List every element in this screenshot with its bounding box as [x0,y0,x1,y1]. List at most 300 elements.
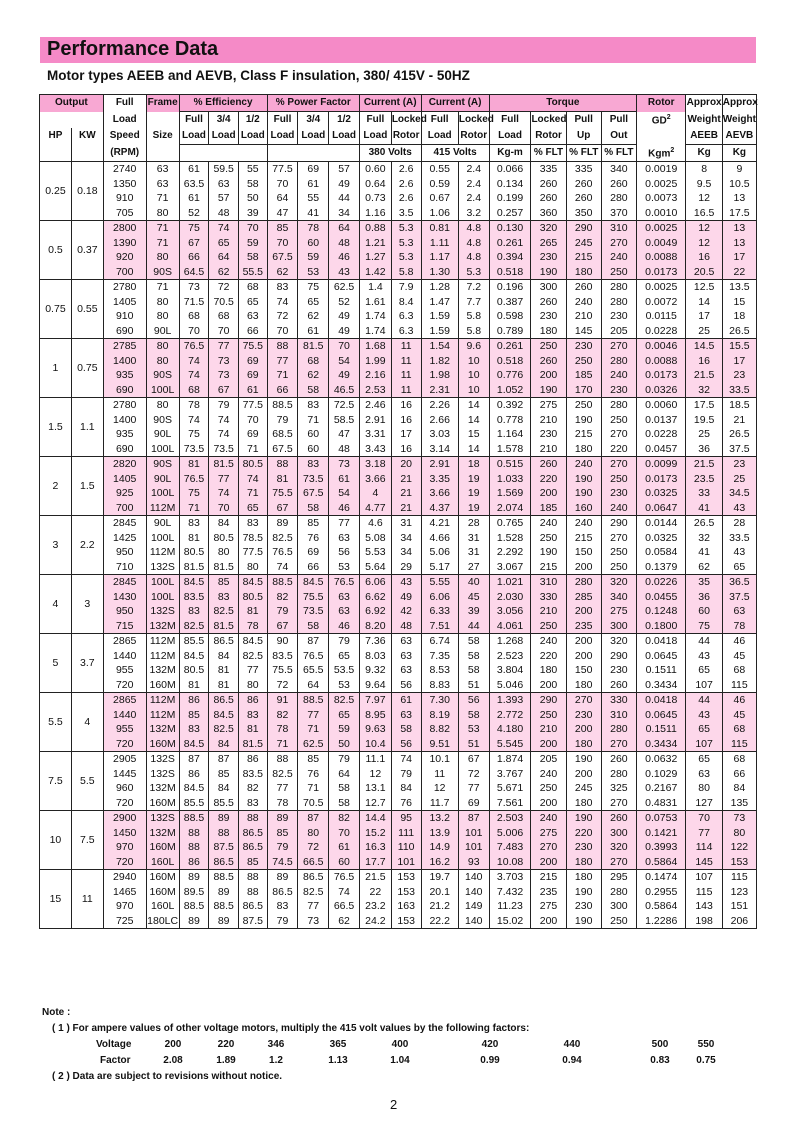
table-cell: 71 [146,236,179,251]
table-cell: 14.4 [359,811,391,826]
table-cell: 190 [566,811,601,826]
table-cell: 84.5 [298,575,329,590]
table-cell: 67 [458,752,489,767]
table-cell: 270 [601,427,636,442]
title-bar [40,37,756,63]
table-cell: 0.518 [489,265,531,280]
table-cell: 70 [686,811,722,826]
table-cell: 1400 [103,354,146,369]
table-cell: 88 [239,885,268,900]
table-cell: 198 [686,914,722,929]
table-cell: 78 [298,221,329,236]
table-cell: 210 [531,722,566,737]
table-cell: 83 [298,457,329,472]
table-cell: 0.387 [489,295,531,310]
table-row [40,663,757,678]
table-cell: 4.8 [458,236,489,251]
table-cell: 19 [458,501,489,516]
table-cell: 63 [391,708,421,723]
table-cell: 84 [391,781,421,796]
table-cell: 1.30 [421,265,458,280]
table-cell: 200 [566,634,601,649]
table-cell: 88.5 [267,398,298,413]
table-cell: 81.5 [209,457,239,472]
table-cell: 66 [267,383,298,398]
table-cell: 12 [686,221,722,236]
table-cell: 76.5 [179,472,209,487]
table-cell: 970 [103,840,146,855]
cell-kw: 2.2 [71,516,103,575]
table-cell: 0.1800 [637,619,686,634]
table-cell: 93 [458,855,489,870]
table-row [40,604,757,619]
table-cell: 83 [179,604,209,619]
factor-values [42,1055,742,1069]
table-cell: 210 [531,413,566,428]
table-cell: 4.8 [458,221,489,236]
table-cell: 88.5 [298,693,329,708]
factor-value: 1.04 [390,1055,410,1066]
table-row [40,855,757,870]
table-cell: 2.26 [421,398,458,413]
table-cell: 17.5 [686,398,722,413]
table-cell: 74 [209,413,239,428]
table-cell: 27 [458,560,489,575]
table-cell: 5.8 [458,309,489,324]
table-cell: 1440 [103,649,146,664]
table-cell: 85 [267,826,298,841]
table-cell: 21 [391,472,421,487]
table-cell: 112M [146,708,179,723]
table-cell: 74 [329,885,360,900]
table-cell: 89 [267,811,298,826]
table-cell: 325 [601,781,636,796]
table-cell: 0.765 [489,516,531,531]
table-cell: 32 [686,531,722,546]
table-cell: 5.3 [391,221,421,236]
table-cell: 37.5 [722,590,756,605]
table-cell: 71 [239,442,268,457]
table-cell: 77 [298,708,329,723]
table-cell: 57 [329,162,360,177]
table-cell: 90S [146,368,179,383]
table-cell: 69 [239,427,268,442]
table-cell: 71 [146,280,179,295]
hdr-full: Full [103,95,146,112]
table-cell: 101 [458,826,489,841]
table-cell: 18.5 [722,398,756,413]
table-cell: 0.0173 [637,265,686,280]
table-cell: 80 [146,250,179,265]
table-cell: 260 [566,191,601,206]
table-cell: 160M [146,796,179,811]
table-cell: 132M [146,781,179,796]
table-cell: 720 [103,678,146,693]
performance-table-body [40,162,757,929]
table-cell: 1450 [103,826,146,841]
table-cell: 270 [566,693,601,708]
table-cell: 56 [458,693,489,708]
table-cell: 60 [298,236,329,251]
table-cell: 86.5 [209,855,239,870]
table-cell: 7.483 [489,840,531,855]
hdr-load: Load [103,112,146,129]
table-cell: 85 [298,516,329,531]
cell-kw: 0.75 [71,339,103,398]
table-cell: 55 [239,162,268,177]
hdr-size: Size [146,128,179,145]
table-cell: 100L [146,575,179,590]
table-cell: 22 [722,265,756,280]
table-row [40,221,757,236]
table-cell: 77.5 [239,398,268,413]
table-cell: 320 [601,575,636,590]
table-cell: 16 [391,442,421,457]
cell-hp: 3 [40,516,72,575]
table-cell: 84.5 [179,781,209,796]
voltage-value: 346 [267,1039,285,1050]
table-cell: 68.5 [267,427,298,442]
table-cell: 190 [566,486,601,501]
table-cell: 71 [298,413,329,428]
table-cell: 28 [458,516,489,531]
table-cell: 2.523 [489,649,531,664]
table-cell: 56 [391,678,421,693]
table-cell: 10.4 [359,737,391,752]
table-cell: 245 [566,781,601,796]
factor-value: 1.2 [269,1055,283,1066]
table-cell: 70 [329,339,360,354]
table-cell: 68 [722,752,756,767]
table-cell: 8.03 [359,649,391,664]
table-cell: 29 [391,560,421,575]
table-cell: 7.432 [489,885,531,900]
table-cell: 280 [601,354,636,369]
table-cell: 300 [531,280,566,295]
table-cell: 12 [686,236,722,251]
table-cell: 75 [179,486,209,501]
table-cell: 200 [566,560,601,575]
hdr-approx-aevb: Approx [722,95,756,112]
table-cell: 0.0010 [637,206,686,221]
table-cell: 21.5 [359,870,391,885]
table-cell: 107 [686,678,722,693]
table-cell: 88 [239,870,268,885]
table-cell: 77 [298,899,329,914]
table-cell: 45 [458,590,489,605]
table-cell: 19 [458,472,489,487]
table-cell: 23.2 [359,899,391,914]
table-cell: 3.66 [359,472,391,487]
voltage-value: 420 [481,1039,499,1050]
table-cell: 7.97 [359,693,391,708]
table-cell: 230 [531,309,566,324]
table-cell: 8.95 [359,708,391,723]
table-cell: 2780 [103,398,146,413]
hdr-current-380: Current (A) [359,95,421,112]
table-cell: 25 [686,324,722,339]
table-cell: 1.54 [421,339,458,354]
table-cell: 205 [601,324,636,339]
table-row [40,737,757,752]
table-cell: 61 [391,693,421,708]
table-cell: 88 [267,339,298,354]
table-cell: 280 [601,191,636,206]
factor-value: 0.94 [562,1055,582,1066]
table-cell: 240 [601,501,636,516]
table-cell: 60 [329,855,360,870]
table-cell: 215 [566,531,601,546]
note-1: ( 1 ) For ampere values of other voltage motors, multiply the 415 volt values by the following factors: [52,1023,530,1034]
table-cell: 2820 [103,457,146,472]
table-cell: 73 [209,368,239,383]
table-row [40,339,757,354]
table-cell: 270 [531,840,566,855]
table-cell: 0.3993 [637,840,686,855]
table-cell: 17.5 [722,206,756,221]
table-cell: 58 [458,634,489,649]
table-cell: 180 [531,324,566,339]
table-cell: 68 [239,280,268,295]
hdr-approx-aeeb: Approx [686,95,722,112]
table-cell: 0.0073 [637,191,686,206]
hdr-eff-34: 3/4 [209,112,239,129]
table-cell: 3.703 [489,870,531,885]
voltage-value: 220 [217,1039,235,1050]
table-cell: 240 [531,516,566,531]
table-cell: 68 [722,722,756,737]
hdr-efficiency: % Efficiency [179,95,267,112]
table-cell: 86.5 [239,840,268,855]
table-cell: 11 [391,368,421,383]
table-cell: 85 [239,855,268,870]
table-cell: 73.5 [298,472,329,487]
hdr-frame: Frame [146,95,179,112]
table-cell: 0.776 [489,368,531,383]
cell-hp: 7.5 [40,752,72,811]
table-cell: 715 [103,619,146,634]
table-cell: 77 [209,339,239,354]
table-cell: 5.3 [391,250,421,265]
table-cell: 700 [103,265,146,280]
table-cell: 7.7 [458,295,489,310]
table-cell: 76.5 [329,575,360,590]
hdr-torque-pull-up: Pull [566,112,601,129]
voltage-value: 365 [329,1039,347,1050]
table-cell: 10.5 [722,177,756,192]
table-cell: 180LC [147,914,179,927]
table-cell: 88 [267,457,298,472]
table-cell: 2.772 [489,708,531,723]
table-cell: 49 [329,309,360,324]
table-cell: 63 [329,590,360,605]
table-cell: 73.5 [209,442,239,457]
table-cell: 2.292 [489,545,531,560]
table-cell: 63 [391,663,421,678]
table-row [40,826,757,841]
table-cell: 86.5 [298,870,329,885]
table-cell: 11 [391,339,421,354]
table-cell: 66.5 [298,855,329,870]
table-cell: 3.66 [421,486,458,501]
table-cell: 132S [146,604,179,619]
table-cell: 61 [179,191,209,206]
table-row [40,501,757,516]
table-cell: 74.5 [267,855,298,870]
table-cell: 87.5 [209,840,239,855]
table-cell: 20.5 [686,265,722,280]
table-row [40,309,757,324]
table-cell: 0.199 [489,191,531,206]
table-cell: 5.046 [489,678,531,693]
table-cell: 11 [391,383,421,398]
cell-kw: 0.18 [71,162,103,221]
table-cell: 61 [329,472,360,487]
table-cell: 70 [329,826,360,841]
table-cell: 185 [566,368,601,383]
table-cell: 85.5 [209,796,239,811]
table-cell: 66 [239,324,268,339]
cell-kw: 1.5 [71,457,103,516]
table-cell: 69 [239,354,268,369]
cell-hp: 0.5 [40,221,72,280]
table-cell: 76.5 [298,649,329,664]
table-cell: 250 [601,914,636,929]
hdr-current-415: Current (A) [421,95,489,112]
table-cell: 1.68 [359,339,391,354]
table-cell: 12 [686,191,722,206]
table-cell: 4.66 [421,531,458,546]
table-cell: 95 [391,811,421,826]
table-cell: 4.8 [458,250,489,265]
table-cell: 230 [566,339,601,354]
table-cell: 5.8 [391,265,421,280]
table-cell: 80.5 [209,531,239,546]
table-cell: 9.51 [421,737,458,752]
table-cell: 115 [722,678,756,693]
table-row [40,383,757,398]
table-cell: 111 [391,826,421,841]
table-cell: 79 [267,604,298,619]
table-cell: 320 [601,634,636,649]
table-cell: 145 [686,855,722,870]
table-cell: 2.030 [489,590,531,605]
table-cell: 5.17 [421,560,458,575]
cell-kw: 5.5 [71,752,103,811]
table-cell: 270 [601,855,636,870]
table-cell: 81.5 [209,560,239,575]
table-cell: 260 [566,280,601,295]
table-row [40,531,757,546]
table-cell: 950 [103,604,146,619]
table-cell: 70 [209,324,239,339]
table-cell: 6.06 [421,590,458,605]
factor-value: 2.08 [163,1055,183,1066]
table-cell: 14 [458,442,489,457]
table-row [40,575,757,590]
table-cell: 83 [239,708,268,723]
table-cell: 24.2 [359,914,391,929]
table-cell: 0.515 [489,457,531,472]
voltage-value: 550 [697,1039,715,1050]
table-cell: 3.35 [421,472,458,487]
table-cell: 0.0046 [637,339,686,354]
table-cell: 71 [267,737,298,752]
cell-kw: 7.5 [71,811,103,870]
table-cell: 20 [391,457,421,472]
cell-kw: 3 [71,575,103,634]
table-cell: 230 [601,383,636,398]
table-cell: 70 [267,177,298,192]
table-cell: 16.5 [686,206,722,221]
table-cell: 75 [298,280,329,295]
table-cell: 61 [298,324,329,339]
table-cell: 81.5 [209,619,239,634]
table-cell: 0.1474 [637,870,686,885]
table-cell: 200 [531,737,566,752]
table-cell: 3.14 [421,442,458,457]
table-cell: 720 [103,855,146,870]
table-cell: 143 [686,899,722,914]
table-cell: 1.393 [489,693,531,708]
table-row [40,250,757,265]
table-cell: 81 [209,663,239,678]
table-cell: 74 [179,354,209,369]
table-cell: 81.5 [239,737,268,752]
table-cell: 300 [601,826,636,841]
table-cell: 49 [329,177,360,192]
table-cell: 270 [601,339,636,354]
table-cell: 81 [209,678,239,693]
table-cell: 2.4 [458,177,489,192]
table-cell: 80 [146,295,179,310]
table-cell: 0.0326 [637,383,686,398]
table-cell: 90S [146,457,179,472]
table-cell: 260 [601,678,636,693]
table-cell: 2800 [103,221,146,236]
table-cell: 90L [146,324,179,339]
hdr-c380-full: Full [359,112,391,129]
table-cell: 153 [391,885,421,900]
table-cell: 63 [209,177,239,192]
table-cell: 52 [179,206,209,221]
hdr-pf-full: Full [267,112,298,129]
table-cell: 17 [722,354,756,369]
table-cell: 250 [566,354,601,369]
table-cell: 955 [103,663,146,678]
table-cell: 88 [267,752,298,767]
table-cell: 69 [239,368,268,383]
table-cell: 0.55 [421,162,458,177]
table-cell: 83 [239,796,268,811]
table-cell: 160 [566,501,601,516]
table-cell: 83.5 [267,649,298,664]
table-cell: 64 [329,221,360,236]
page-title: Performance Data [47,38,219,60]
table-cell: 9.5 [686,177,722,192]
table-cell: 28 [722,516,756,531]
table-cell: 2.4 [458,191,489,206]
table-row [40,885,757,900]
hdr-rotor: Rotor [637,95,686,112]
table-cell: 82.5 [267,531,298,546]
table-cell: 100L [146,531,179,546]
table-cell: 21.5 [686,457,722,472]
table-cell: 240 [531,767,566,782]
table-cell: 180 [566,855,601,870]
table-cell: 0.789 [489,324,531,339]
hdr-pf-12: 1/2 [329,112,360,129]
